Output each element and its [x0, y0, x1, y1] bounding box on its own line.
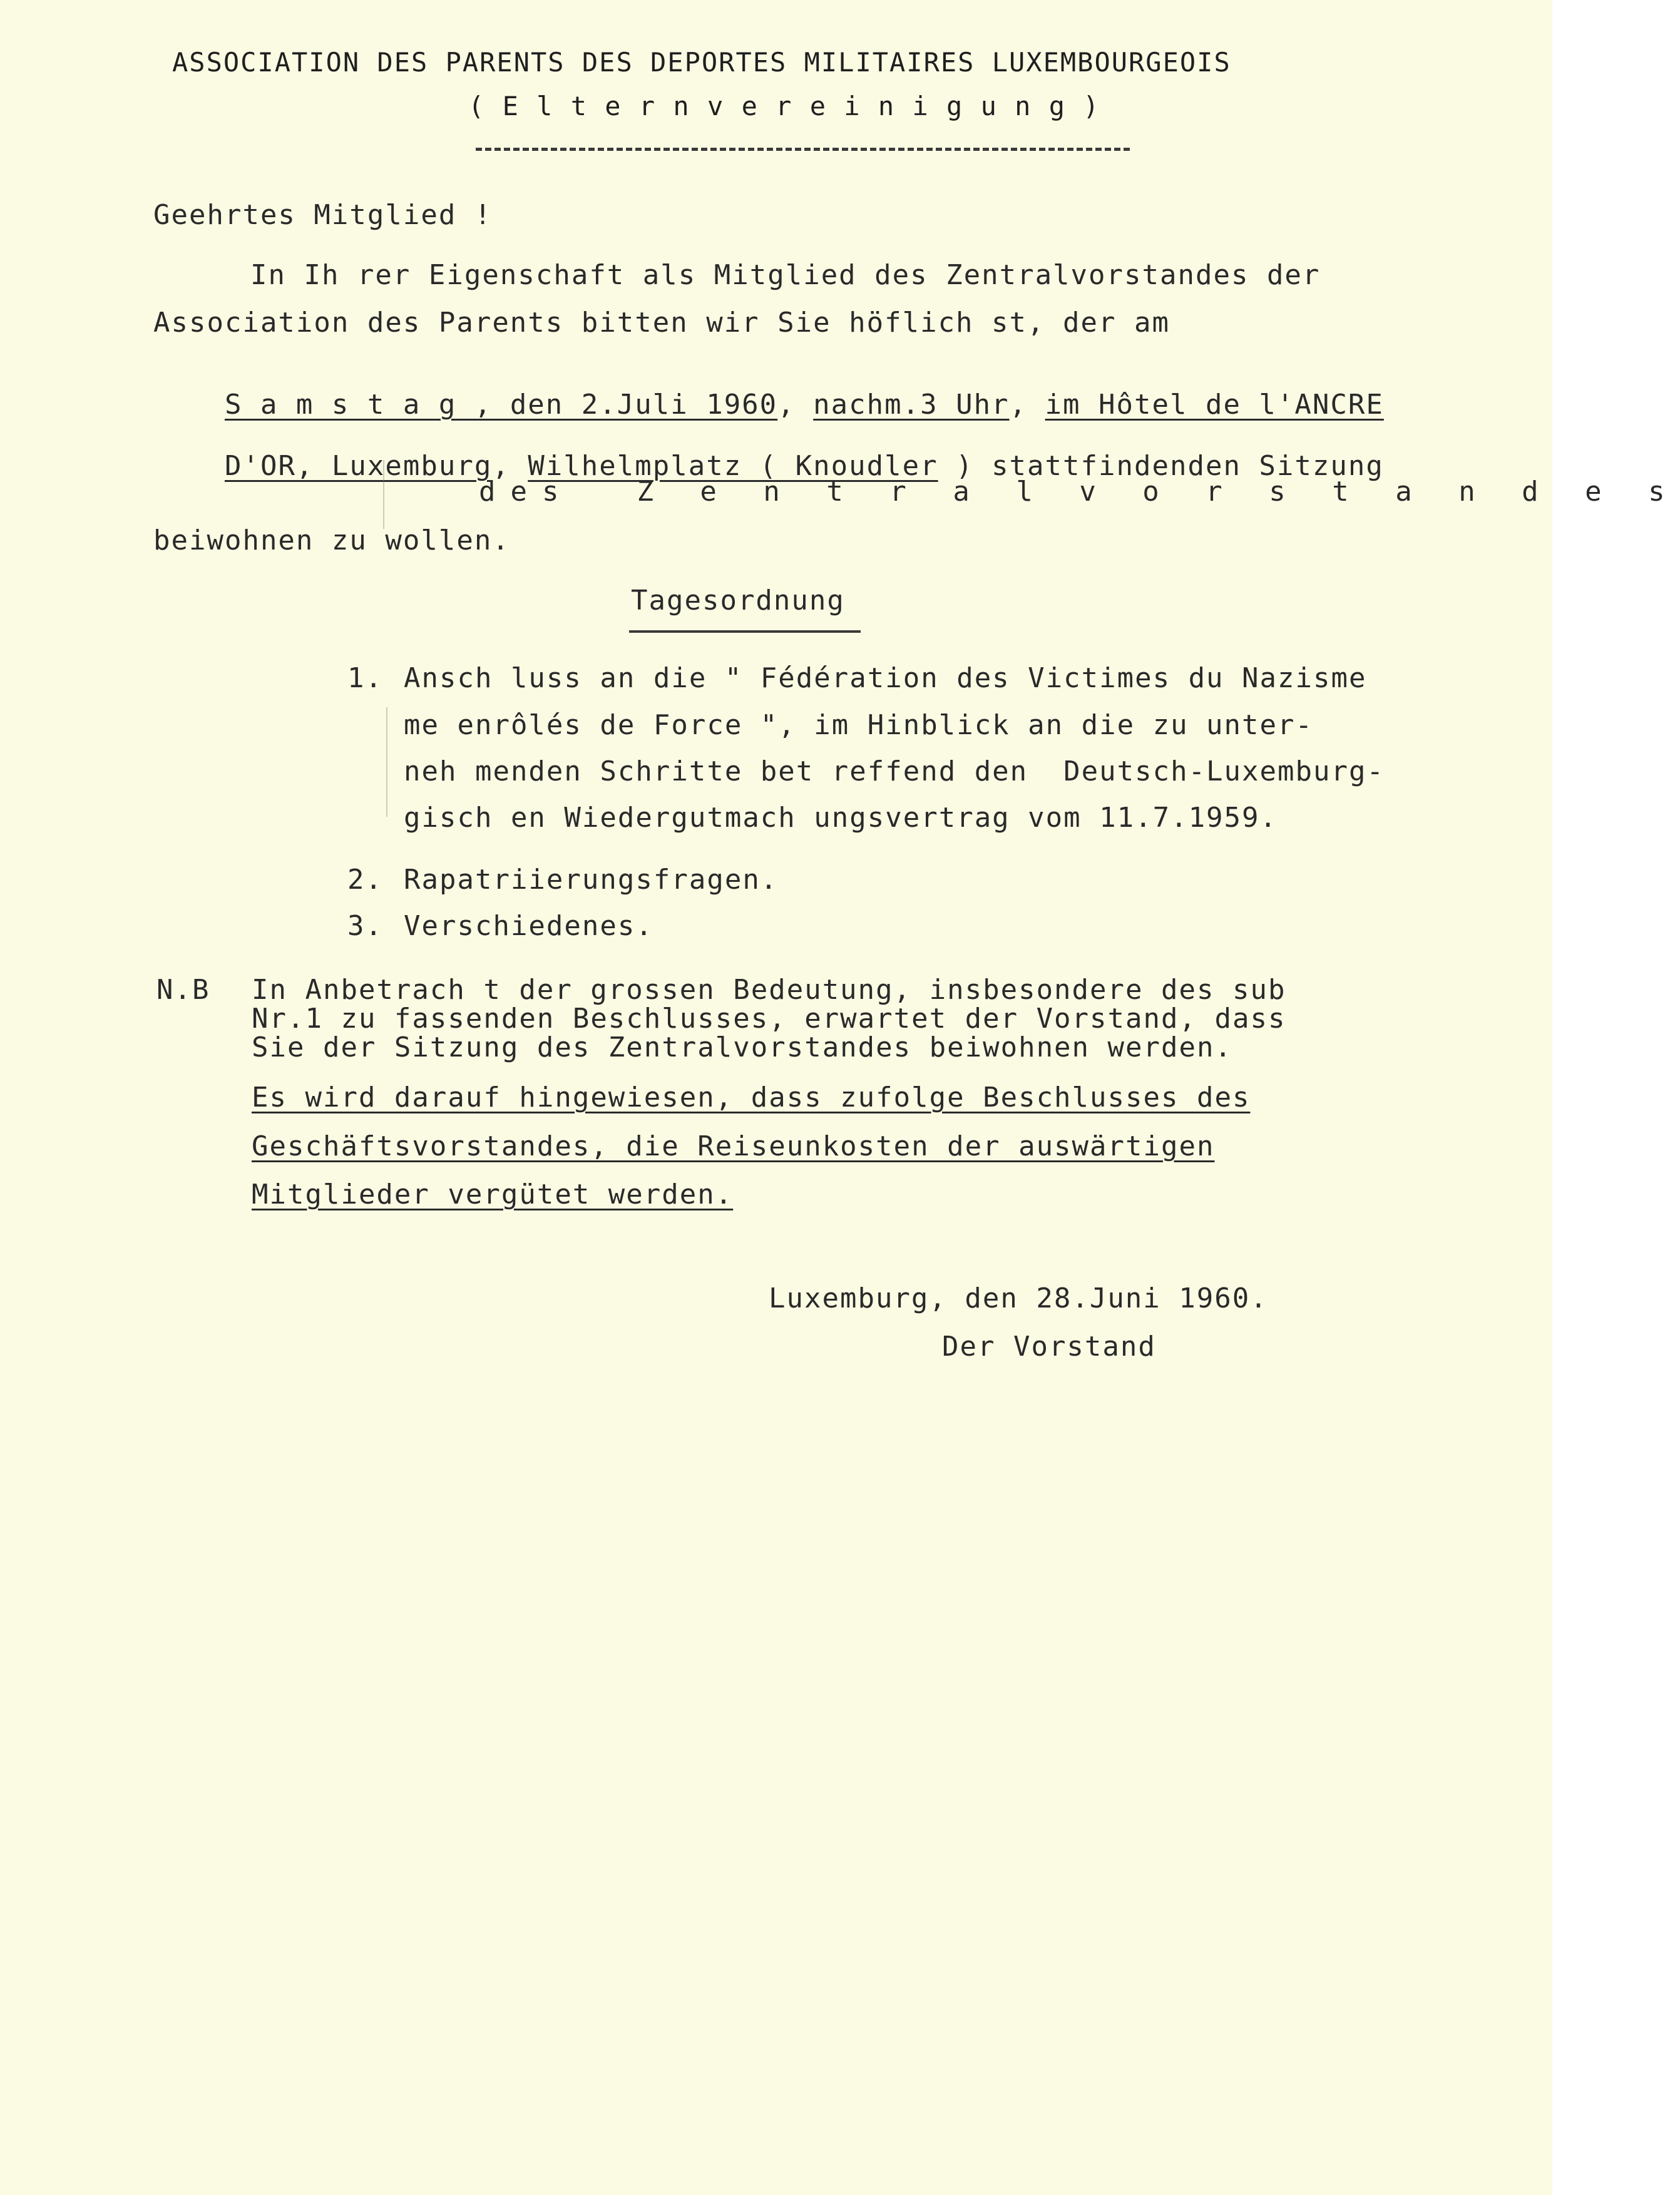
agenda-item-1-line-4: gisch en Wiedergutmach ungsvertrag vom 11.7.1959. — [404, 802, 1278, 834]
separator: , — [1009, 389, 1045, 421]
agenda-item-1-number: 1. — [347, 662, 383, 694]
margin-mark — [386, 707, 387, 817]
agenda-title: Tagesordnung — [631, 585, 845, 617]
venue-city: D'OR, Luxemburg — [224, 450, 493, 482]
nb-line-2: Nr.1 zu fassenden Beschlusses, erwartet der Vorstand, dass — [252, 1003, 1286, 1035]
body-line-6: beiwohnen zu wollen. — [153, 524, 510, 556]
agenda-item-2-text: Rapatriierungsfragen. — [404, 864, 779, 896]
nb-line-5: Geschäftsvorstandes, die Reiseunkosten der auswärtigen — [252, 1130, 1215, 1162]
agenda-item-1-line-3: neh menden Schritte bet reffend den Deutsch-Luxemburg- — [404, 755, 1385, 787]
nb-label: N.B — [156, 974, 210, 1006]
nb-line-6: Mitglieder vergütet werden. — [252, 1179, 734, 1210]
agenda-item-1-line-1: Ansch luss an die " Fédération des Victimes du Nazisme — [404, 662, 1367, 694]
body-line-2: Association des Parents bitten wir Sie höflich st, der am — [153, 307, 1170, 339]
agenda-item-3-text: Verschiedenes. — [404, 910, 653, 942]
signature: Der Vorstand — [942, 1331, 1156, 1363]
body-line-1: In Ih rer Eigenschaft als Mitglied des Zentralvorstandes der — [250, 259, 1321, 291]
header-dashed-rule — [476, 148, 1130, 151]
agenda-item-1-line-2: me enrôlés de Force ", im Hinblick an die zu unter- — [404, 709, 1314, 741]
separator: , — [777, 389, 814, 421]
separator: , — [492, 450, 528, 482]
meeting-venue: im Hôtel de l'ANCRE — [1045, 389, 1384, 421]
agenda-item-2-number: 2. — [347, 864, 383, 896]
nb-line-3: Sie der Sitzung des Zentralvorstandes beiwohnen werden. — [252, 1031, 1232, 1063]
organization-subtitle: ( E l t e r n v e r e i n i g u n g ) — [468, 91, 1100, 121]
agenda-item-3-number: 3. — [347, 910, 383, 942]
meeting-time: nachm.3 Uhr — [813, 389, 1010, 421]
nb-line-1: In Anbetrach t der grossen Bedeutung, insbesondere des sub — [252, 974, 1286, 1006]
meeting-date: S a m s t a g , den 2.Juli 1960 — [224, 389, 778, 421]
margin-mark — [383, 460, 384, 529]
body-line-5: des Z e n t r a l v o r s t a n d e s — [479, 476, 1680, 508]
nb-line-4: Es wird darauf hingewiesen, dass zufolge Beschlusses des — [252, 1082, 1251, 1113]
body-line-4-rest: ) stattfindenden Sitzung — [938, 450, 1384, 482]
closing-date: Luxemburg, den 28.Juni 1960. — [769, 1282, 1268, 1314]
organization-name: ASSOCIATION DES PARENTS DES DEPORTES MILITAIRES LUXEMBOURGEOIS — [172, 47, 1231, 78]
venue-address: Wilhelmplatz ( Knoudler — [528, 450, 938, 482]
agenda-title-rule — [629, 630, 861, 633]
salutation: Geehrtes Mitglied ! — [153, 199, 493, 231]
